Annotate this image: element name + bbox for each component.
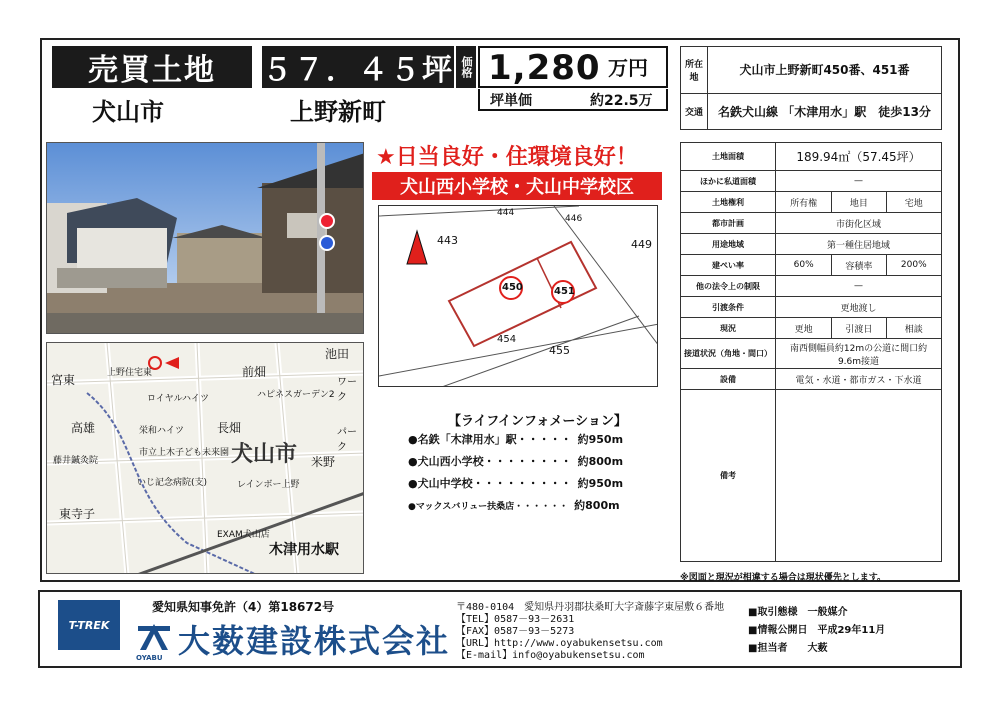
- town-name: 上野新町: [290, 98, 386, 126]
- delivery-value: 更地渡し: [776, 297, 942, 318]
- person-value: 大薮: [807, 643, 828, 654]
- lot-450: 450: [502, 282, 523, 293]
- lifeinfo-item: [408, 450, 668, 472]
- lifeinfo-list: [408, 428, 668, 516]
- footer: [38, 590, 962, 668]
- city-plan-label: 都市計画: [681, 213, 776, 234]
- lifeinfo-item: [408, 472, 668, 494]
- property-photo: [46, 142, 364, 334]
- map-label-exam: EXAM犬山店: [217, 530, 270, 540]
- map-label-fujii: 藤井鍼灸院: [53, 456, 99, 466]
- postal-address: 〒480-0104 愛知県丹羽郡扶桑町大字斎藤字東屋敷６番地: [456, 602, 725, 613]
- price-box: [478, 46, 668, 88]
- map-label-nagahata: 長畑: [217, 421, 242, 435]
- land-right-label: 土地権利: [681, 192, 776, 213]
- catchcopy-line2: 犬山西小学校・犬山中学校区: [372, 172, 662, 200]
- lifeinfo-item-dist: 約950m: [577, 433, 624, 446]
- unit-price-box: [478, 89, 668, 111]
- lifeinfo-item-name: ●名鉄「木津用水」駅・・・・・: [408, 433, 572, 446]
- map-label-inuyama: 犬山市: [231, 442, 298, 467]
- bcr-label: 建ぺい率: [681, 255, 776, 276]
- price-value: 1,280: [488, 48, 601, 88]
- map-label-ikeda: 池田: [325, 347, 350, 361]
- map-label-hospital: いじ記念病院(支): [137, 478, 208, 488]
- license-number: 愛知県知事免許（4）第18672号: [152, 600, 335, 614]
- category-badge: 売買土地: [52, 46, 252, 88]
- area-badge: ５７．４５坪: [262, 46, 454, 88]
- map-label-park: パーク: [337, 427, 357, 453]
- lifeinfo-item: [408, 428, 668, 450]
- map-label-higashiterako: 東寺子: [59, 507, 96, 521]
- spec-table: [680, 142, 942, 562]
- facility-label: 設備: [681, 369, 776, 390]
- status-value: 更地: [776, 318, 832, 339]
- remarks-value: [776, 390, 942, 562]
- lifeinfo-item-dist: 約800m: [574, 499, 620, 512]
- transport-label: 交通: [681, 93, 708, 129]
- far-value: 200%: [886, 255, 941, 276]
- map-label-happiness: ハピネスガーデン2: [257, 390, 335, 400]
- deal-info: [748, 604, 885, 658]
- lot-443: 443: [437, 234, 458, 247]
- published-label: ■情報公開日: [748, 625, 808, 636]
- fax: 【FAX】0587－93－5273: [456, 626, 575, 637]
- email-link[interactable]: 【E-mail】info@oyabukensetsu.com: [456, 650, 645, 661]
- deal-value: 一般媒介: [807, 607, 848, 618]
- map-label-komeno: 米野: [311, 455, 336, 469]
- lifeinfo-item: [408, 494, 668, 516]
- map-label-rainbow: レインボー上野: [237, 480, 300, 490]
- land-area-value: 189.94㎡（57.45坪）: [776, 143, 942, 171]
- lot-446: 446: [565, 214, 583, 224]
- lifeinfo-title: 【ライフインフォメーション】: [448, 414, 627, 429]
- lifeinfo-item-name: ●犬山西小学校・・・・・・・・: [408, 455, 572, 468]
- bcr-value: 60%: [776, 255, 832, 276]
- oyabu-mark-icon: [136, 618, 172, 654]
- delivery-label: 引渡条件: [681, 297, 776, 318]
- map-label-miyahigashi: 宮東: [51, 373, 76, 387]
- zoning-value: 第一種住居地域: [776, 234, 942, 255]
- map-label-eiwa: 栄和ハイツ: [139, 426, 185, 436]
- deal-label: ■取引態様: [748, 607, 798, 618]
- location-table: [680, 46, 942, 130]
- lot-451: 451: [554, 286, 575, 297]
- lifeinfo-item-name: ●マックスバリュー扶桑店・・・・・・: [408, 501, 569, 512]
- access-value: 南西側幅員約12mの公道に間口約9.6m接道: [776, 339, 942, 369]
- city-name: 犬山市: [92, 98, 164, 126]
- map-label-work: ワーク: [337, 377, 357, 403]
- private-road-label: ほかに私道面積: [681, 171, 776, 192]
- lot-454: 454: [497, 334, 517, 345]
- transport-value: 名鉄犬山線 「木津用水」駅 徒歩13分: [708, 93, 942, 129]
- lifeinfo-item-name: ●犬山中学校・・・・・・・・・: [408, 477, 572, 490]
- land-area-label: 土地面積: [681, 143, 776, 171]
- map-label-maehata: 前畑: [242, 365, 267, 379]
- private-road-value: —: [776, 171, 942, 192]
- status-label: 現況: [681, 318, 776, 339]
- map-label-royal: ロイヤルハイツ: [147, 394, 210, 404]
- map-label-station: 木津用水駅: [269, 542, 339, 558]
- company-name: 大薮建設株式会社: [178, 622, 451, 660]
- tel: 【TEL】0587－93－2631: [456, 614, 575, 625]
- brand-label: OYABU: [136, 654, 163, 662]
- other-law-value: —: [776, 276, 942, 297]
- map-label-mirai: 市立上木子ども未来園: [139, 448, 230, 458]
- price-unit: 万円: [608, 56, 648, 80]
- unit-price-value: 約22.5万: [590, 93, 653, 109]
- trek-logo: T-TREK: [58, 600, 120, 650]
- far-label: 容積率: [832, 255, 886, 276]
- lot-449: 449: [631, 238, 652, 251]
- land-right-value: 所有権: [776, 192, 832, 213]
- lifeinfo-item-dist: 約950m: [577, 477, 624, 490]
- person-label: ■担当者: [748, 643, 788, 654]
- address-value: 犬山市上野新町450番、451番: [708, 47, 942, 94]
- catchcopy-line1: ★日当良好・住環境良好！: [376, 145, 638, 170]
- url-link[interactable]: 【URL】http://www.oyabukensetsu.com: [456, 638, 663, 649]
- lifeinfo-item-dist: 約800m: [577, 455, 624, 468]
- lot-455: 455: [549, 344, 570, 357]
- disclaimer-note: ※図面と現況が相違する場合は現状優先とします。: [680, 573, 887, 583]
- area-map: [46, 342, 364, 574]
- price-label: 価格: [456, 46, 476, 88]
- map-label-takao: 高雄: [71, 421, 96, 435]
- published-value: 平成29年11月: [817, 625, 886, 636]
- land-type-value: 宅地: [886, 192, 941, 213]
- city-plan-value: 市街化区域: [776, 213, 942, 234]
- delivery-date-label: 引渡日: [832, 318, 886, 339]
- land-type-label: 地目: [832, 192, 886, 213]
- plot-map: [378, 205, 658, 387]
- remarks-label: 備考: [681, 390, 776, 562]
- other-law-label: 他の法令上の制限: [681, 276, 776, 297]
- access-label: 接道状況（角地・間口）: [681, 339, 776, 369]
- facility-value: 電気・水道・都市ガス・下水道: [776, 369, 942, 390]
- unit-price-label: 坪単価: [490, 93, 532, 109]
- map-label-ueno: 上野住宅東: [107, 368, 153, 378]
- zoning-label: 用途地域: [681, 234, 776, 255]
- lot-444: 444: [497, 208, 515, 218]
- address-label: 所在地: [681, 47, 708, 94]
- contact-block: [456, 602, 724, 662]
- delivery-date-value: 相談: [886, 318, 941, 339]
